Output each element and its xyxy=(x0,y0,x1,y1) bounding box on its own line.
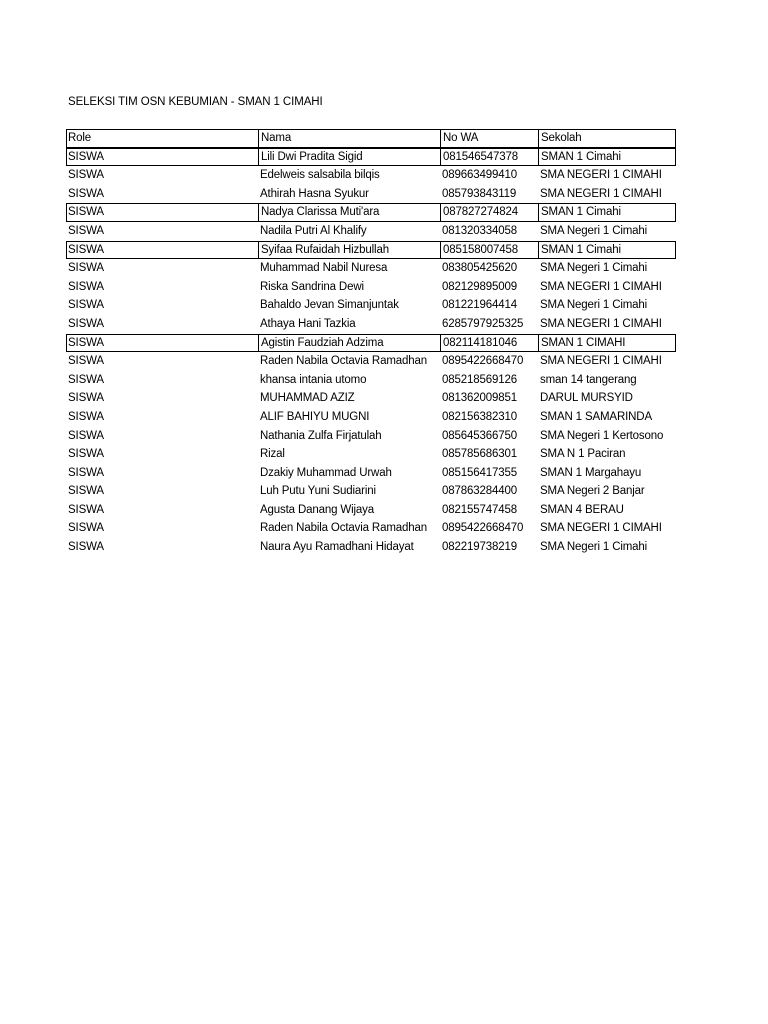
cell-nama[interactable]: Athirah Hasna Syukur xyxy=(260,187,369,200)
cell-role[interactable]: SISWA xyxy=(68,373,104,386)
cell-sekolah[interactable]: SMA N 1 Paciran xyxy=(540,448,626,461)
table-row xyxy=(66,501,676,520)
cell-nama[interactable]: Lili Dwi Pradita Sigid xyxy=(258,148,440,167)
cell-role[interactable]: SISWA xyxy=(68,429,104,442)
cell-nama[interactable]: khansa intania utomo xyxy=(260,373,367,386)
cell-sekolah[interactable]: SMA Negeri 1 Cimahi xyxy=(540,262,648,275)
cell-sekolah[interactable]: SMA NEGERI 1 CIMAHI xyxy=(540,169,662,182)
table-row xyxy=(66,278,676,297)
cell-sekolah[interactable]: DARUL MURSYID xyxy=(540,392,633,405)
cell-role[interactable]: SISWA xyxy=(68,503,104,516)
cell-nama[interactable]: Nadya Clarissa Muti'ara xyxy=(258,203,440,222)
table-row xyxy=(66,334,676,353)
table-row xyxy=(66,148,676,167)
cell-role[interactable]: SISWA xyxy=(68,280,104,293)
table-row xyxy=(66,519,676,538)
cell-sekolah[interactable]: SMAN 1 Margahayu xyxy=(540,466,642,479)
cell-nama[interactable]: Muhammad Nabil Nuresa xyxy=(260,262,388,275)
cell-sekolah[interactable]: SMAN 1 Cimahi xyxy=(538,241,676,260)
cell-no-wa[interactable]: 085218569126 xyxy=(442,373,517,386)
cell-role[interactable]: SISWA xyxy=(68,466,104,479)
cell-no-wa[interactable]: 083805425620 xyxy=(442,262,517,275)
cell-nama[interactable]: Luh Putu Yuni Sudiarini xyxy=(260,485,376,498)
cell-sekolah[interactable]: SMA NEGERI 1 CIMAHI xyxy=(540,187,662,200)
cell-no-wa[interactable]: 081320334058 xyxy=(442,224,517,237)
table-row xyxy=(66,464,676,483)
table-row xyxy=(66,241,676,260)
cell-sekolah[interactable]: SMA Negeri 1 Kertosono xyxy=(540,429,664,442)
cell-nama[interactable]: Nadila Putri Al Khalify xyxy=(260,224,367,237)
sheet-title: SELEKSI TIM OSN KEBUMIAN - SMAN 1 CIMAHI xyxy=(68,96,323,108)
header-nama[interactable]: Nama xyxy=(258,129,440,148)
cell-role[interactable]: SISWA xyxy=(68,299,104,312)
cell-no-wa[interactable]: 087863284400 xyxy=(442,485,517,498)
cell-nama[interactable]: Syifaa Rufaidah Hizbullah xyxy=(258,241,440,260)
table-row xyxy=(66,408,676,427)
cell-nama[interactable]: Dzakiy Muhammad Urwah xyxy=(260,466,392,479)
cell-role[interactable]: SISWA xyxy=(68,355,104,368)
cell-role[interactable]: SISWA xyxy=(68,522,104,535)
cell-role[interactable]: SISWA xyxy=(68,541,104,554)
table-row xyxy=(66,352,676,371)
cell-no-wa[interactable]: 085158007458 xyxy=(440,241,538,260)
cell-no-wa[interactable]: 082155747458 xyxy=(442,503,517,516)
header-sekolah[interactable]: Sekolah xyxy=(538,129,676,148)
table-row xyxy=(66,482,676,501)
cell-sekolah[interactable]: SMAN 1 CIMAHI xyxy=(538,334,676,353)
table-row xyxy=(66,203,676,222)
cell-nama[interactable]: ALIF BAHIYU MUGNI xyxy=(260,410,370,423)
cell-nama[interactable]: Edelweis salsabila bilqis xyxy=(260,169,380,182)
cell-nama[interactable]: Raden Nabila Octavia Ramadhan xyxy=(260,522,427,535)
cell-role[interactable]: SISWA xyxy=(68,150,104,163)
header-no-wa[interactable]: No WA xyxy=(440,129,538,148)
cell-nama[interactable]: Rizal xyxy=(260,448,285,461)
cell-role[interactable]: SISWA xyxy=(68,169,104,182)
table-row xyxy=(66,427,676,446)
cell-role[interactable]: SISWA xyxy=(68,317,104,330)
table-row xyxy=(66,185,676,204)
cell-no-wa[interactable]: 081362009851 xyxy=(442,392,517,405)
cell-role[interactable]: SISWA xyxy=(68,187,104,200)
cell-nama[interactable]: Bahaldo Jevan Simanjuntak xyxy=(260,299,399,312)
cell-no-wa[interactable]: 085156417355 xyxy=(442,466,517,479)
cell-nama[interactable]: MUHAMMAD AZIZ xyxy=(260,392,355,405)
cell-no-wa[interactable]: 089663499410 xyxy=(442,169,517,182)
cell-no-wa[interactable]: 082219738219 xyxy=(442,541,517,554)
table-row xyxy=(66,371,676,390)
table-row xyxy=(66,166,676,185)
cell-role[interactable]: SISWA xyxy=(68,336,104,349)
cell-nama[interactable]: Agusta Danang Wijaya xyxy=(260,503,374,516)
cell-sekolah[interactable]: SMA Negeri 1 Cimahi xyxy=(540,299,648,312)
cell-role[interactable]: SISWA xyxy=(68,448,104,461)
cell-sekolah[interactable]: SMA NEGERI 1 CIMAHI xyxy=(540,317,662,330)
table-row xyxy=(66,259,676,278)
cell-no-wa[interactable]: 0895422668470 xyxy=(442,522,524,535)
cell-no-wa[interactable]: 087827274824 xyxy=(440,203,538,222)
cell-sekolah[interactable]: SMA NEGERI 1 CIMAHI xyxy=(540,522,662,535)
cell-role[interactable]: SISWA xyxy=(68,206,104,219)
cell-no-wa[interactable]: 6285797925325 xyxy=(442,317,524,330)
header-row xyxy=(66,129,676,148)
table-row xyxy=(66,389,676,408)
cell-sekolah[interactable]: SMA NEGERI 1 CIMAHI xyxy=(540,280,662,293)
cell-sekolah[interactable]: SMAN 4 BERAU xyxy=(540,503,624,516)
cell-sekolah[interactable]: sman 14 tangerang xyxy=(540,373,637,386)
cell-nama[interactable]: Riska Sandrina Dewi xyxy=(260,280,364,293)
table-row xyxy=(66,538,676,557)
table-row xyxy=(66,222,676,241)
cell-no-wa[interactable]: 081221964414 xyxy=(442,299,517,312)
cell-sekolah[interactable]: SMAN 1 SAMARINDA xyxy=(540,410,652,423)
cell-no-wa[interactable]: 085793843119 xyxy=(442,187,517,200)
cell-role[interactable]: SISWA xyxy=(68,224,104,237)
header-role[interactable]: Role xyxy=(68,132,92,144)
cell-sekolah[interactable]: SMA Negeri 2 Banjar xyxy=(540,485,645,498)
table-row xyxy=(66,296,676,315)
cell-role[interactable]: SISWA xyxy=(68,485,104,498)
cell-no-wa[interactable]: 082156382310 xyxy=(442,410,517,423)
cell-role[interactable]: SISWA xyxy=(68,262,104,275)
cell-no-wa[interactable]: 0895422668470 xyxy=(442,355,524,368)
cell-sekolah[interactable]: SMAN 1 Cimahi xyxy=(538,203,676,222)
cell-sekolah[interactable]: SMA Negeri 1 Cimahi xyxy=(540,224,648,237)
cell-role[interactable]: SISWA xyxy=(68,392,104,405)
cell-no-wa[interactable]: 082129895009 xyxy=(442,280,517,293)
cell-nama[interactable]: Athaya Hani Tazkia xyxy=(260,317,356,330)
cell-role[interactable]: SISWA xyxy=(68,243,104,256)
spreadsheet-table xyxy=(66,129,676,557)
cell-no-wa[interactable]: 082114181046 xyxy=(440,334,538,353)
cell-no-wa[interactable]: 085645366750 xyxy=(442,429,517,442)
cell-nama[interactable]: Raden Nabila Octavia Ramadhan xyxy=(260,355,427,368)
cell-sekolah[interactable]: SMAN 1 Cimahi xyxy=(538,148,676,167)
cell-nama[interactable]: Nathania Zulfa Firjatulah xyxy=(260,429,382,442)
cell-no-wa[interactable]: 085785686301 xyxy=(442,448,517,461)
table-row xyxy=(66,445,676,464)
table-row xyxy=(66,315,676,334)
cell-sekolah[interactable]: SMA Negeri 1 Cimahi xyxy=(540,541,648,554)
cell-nama[interactable]: Naura Ayu Ramadhani Hidayat xyxy=(260,541,414,554)
cell-no-wa[interactable]: 081546547378 xyxy=(440,148,538,167)
cell-role[interactable]: SISWA xyxy=(68,410,104,423)
cell-nama[interactable]: Agistin Faudziah Adzima xyxy=(258,334,440,353)
cell-sekolah[interactable]: SMA NEGERI 1 CIMAHI xyxy=(540,355,662,368)
